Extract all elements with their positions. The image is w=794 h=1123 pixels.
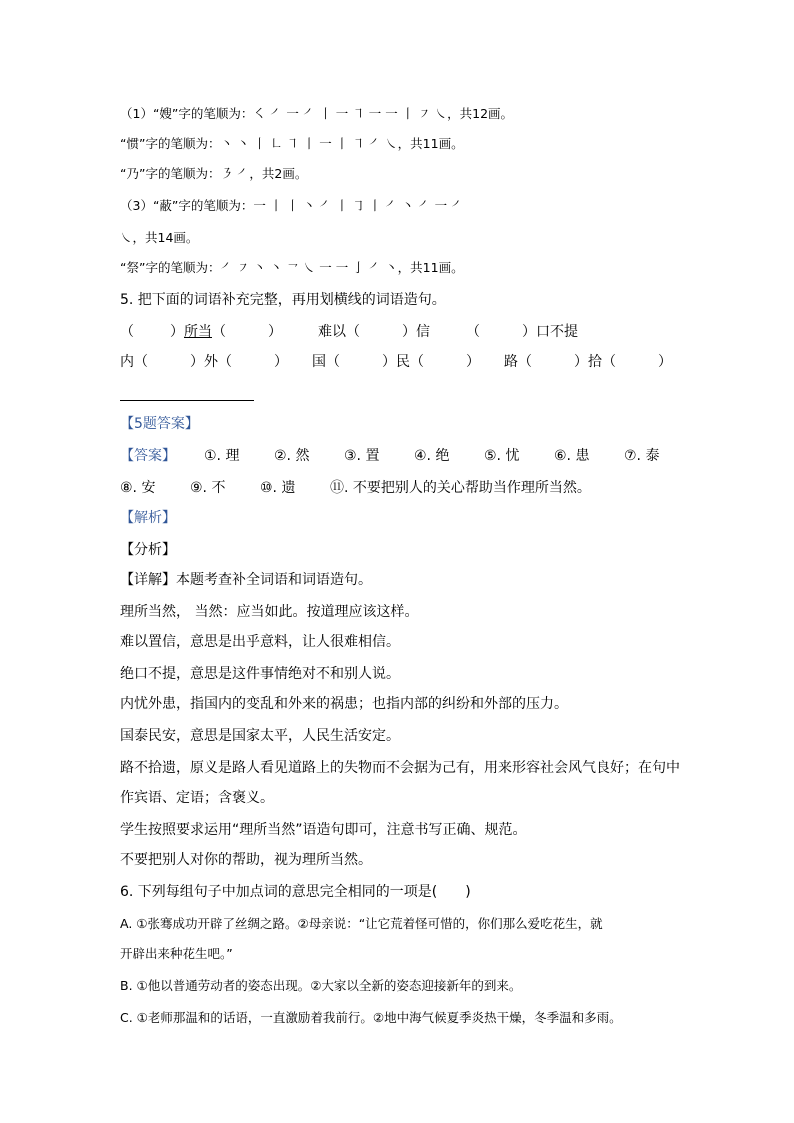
idiom-lushi: 路（ ）拾（ ） <box>504 354 672 370</box>
fenxi-label: 【分析】 <box>120 542 176 558</box>
answer-sentence: ⑪. 不要把别人的关心帮助当作理所当然。 <box>330 480 591 496</box>
option-a: A. ①张骞成功开辟了丝绸之路。②母亲说：“让它荒着怪可惜的，你们那么爱吃花生，就 <box>120 916 603 931</box>
answer-item: ①. 理 <box>204 448 240 464</box>
answer-row-2 <box>120 478 734 498</box>
answer-item: ③. 置 <box>344 448 380 464</box>
jiexi-label: 【解析】 <box>120 510 176 526</box>
answer-row-1 <box>120 446 734 466</box>
underlined-word: 所当 <box>184 324 212 340</box>
answer-item: ⑤. 忧 <box>484 448 520 464</box>
answer-item: ⑥. 患 <box>554 448 590 464</box>
answer-item: ⑧. 安 <box>120 480 156 496</box>
answer-header: 【5题答案】 <box>120 416 199 432</box>
detail-line <box>120 570 734 590</box>
stroke-order-guan: “惯”字的笔顺为：丶 丶 丨 ㇗ ㇕ 丨 一 丨 ㇕ ㇒ ㇏，共11画。 <box>120 136 464 151</box>
question-5-title: 5. 把下面的词语补充完整，再用划横线的词语造句。 <box>120 292 446 308</box>
stroke-order-bi-cont: ㇏，共14画。 <box>120 230 199 245</box>
blank-close: ） <box>170 324 184 340</box>
question-5-row2 <box>120 352 734 372</box>
answer-item: ②. 然 <box>274 448 310 464</box>
question-5-row1 <box>120 322 734 342</box>
option-b: B. ①他以普通劳动者的姿态出现。②大家以全新的姿态迎接新年的到来。 <box>120 978 522 993</box>
idiom-koubuti: （ ）口不提 <box>466 324 578 340</box>
question-6-title: 6. 下列每组句子中加点词的意思完全相同的一项是( ) <box>120 884 471 900</box>
analysis-line: 难以置信，意思是出乎意料，让人很难相信。 <box>120 634 400 650</box>
answer-item: ⑩. 遗 <box>260 480 296 496</box>
option-c: C. ①老师那温和的话语，一直激励着我前行。②地中海气候夏季炎热干燥，冬季温和多雨。 <box>120 1010 622 1025</box>
answer-item: ⑨. 不 <box>190 480 226 496</box>
idiom-neiwai: 内（ ）外（ ） <box>120 354 288 370</box>
blank-open: （ <box>120 324 134 340</box>
option-a-cont: 开辟出来种花生吧。” <box>120 946 233 961</box>
detail-label: 【详解】 <box>120 572 176 588</box>
analysis-line: 国泰民安，意思是国家太平，人民生活安定。 <box>120 728 400 744</box>
analysis-line: 作宾语、定语；含褒义。 <box>120 790 274 806</box>
idiom-nanyi: 难以（ ）信 <box>318 324 430 340</box>
answer-label: 【答案】 <box>120 448 176 464</box>
stroke-order-ji: “祭”字的笔顺为：㇒ ㇇ 丶 丶 ㇖ ㇏ 一 一 亅 ㇒ 丶，共11画。 <box>120 260 464 275</box>
analysis-line: 学生按照要求运用“理所当然”语造句即可，注意书写正确、规范。 <box>120 822 527 838</box>
detail-text: 本题考查补全词语和词语造句。 <box>176 572 372 588</box>
stroke-order-sao: （1）“嫂”字的笔顺为：㇛ ㇒ 一 ㇒ 丨 一 ㇕ 一 一 丨 ㇇ ㇏，共12画。 <box>120 106 514 121</box>
analysis-line: 绝口不提，意思是这件事情绝对不和别人说。 <box>120 666 400 682</box>
answer-item: ④. 绝 <box>414 448 450 464</box>
analysis-line: 不要把别人对你的帮助，视为理所当然。 <box>120 852 372 868</box>
idiom-guomin: 国（ ）民（ ） <box>312 354 480 370</box>
answer-item: ⑦. 泰 <box>624 448 660 464</box>
stroke-order-nai: “乃”字的笔顺为：㇋ ㇒，共2画。 <box>120 166 308 181</box>
blank-after: （ ） <box>212 324 282 340</box>
analysis-line: 内忧外患，指国内的变乱和外来的祸患；也指内部的纠纷和外部的压力。 <box>120 696 568 712</box>
answer-line <box>120 400 254 401</box>
analysis-line: 理所当然， 当然：应当如此。按道理应该这样。 <box>120 604 419 620</box>
analysis-line: 路不拾遗，原义是路人看见道路上的失物而不会据为己有，用来形容社会风气良好；在句中 <box>120 760 680 776</box>
stroke-order-bi: （3）“蔽”字的笔顺为：一 丨 丨 丶 ㇒ 丨 ㇆ 丨 ㇒ 丶 ㇒ 一 ㇒ <box>120 198 464 213</box>
